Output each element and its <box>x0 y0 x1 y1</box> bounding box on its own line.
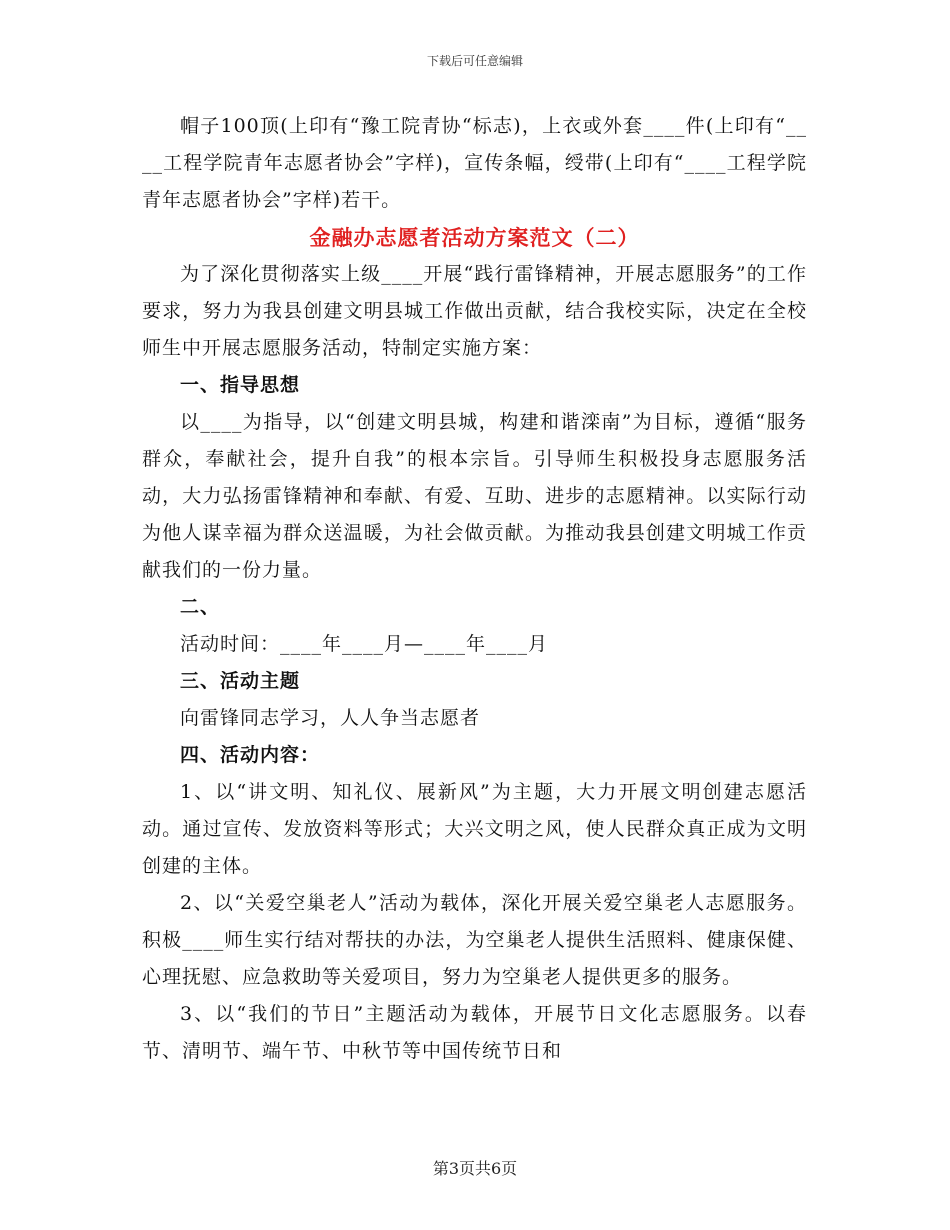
content-item-2: 2、以“关爱空巢老人”活动为载体，深化开展关爱空巢老人志愿服务。积极____师生实行结对帮扶的办法，为空巢老人提供生活照料、健康保健、心理抚慰、应急救助等关爱项目，努力为空巢老人提供更多的服务。 <box>142 892 807 988</box>
section-heading-theme: 三、活动主题 <box>180 670 301 692</box>
section-heading-two: 二、 <box>180 596 221 618</box>
section-heading-content: 四、活动内容： <box>180 744 321 766</box>
document-body <box>142 108 807 1070</box>
section-heading-guiding-ideology: 一、指导思想 <box>180 374 301 396</box>
paragraph-intro: 为了深化贯彻落实上级____开展“践行雷锋精神，开展志愿服务”的工作要求，努力为我县创建文明县城工作做出贡献，结合我校实际，决定在全校师生中开展志愿服务活动，特制定实施方案： <box>142 263 807 359</box>
paragraph-supplies: 帽子100顶(上印有“豫工院青协“标志)，上衣或外套____件(上印有“____工程学院青年志愿者协会”字样)，宣传条幅，绶带(上印有“____工程学院青年志愿者协会”字样)若干。 <box>142 115 807 211</box>
activity-theme: 向雷锋同志学习，人人争当志愿者 <box>180 707 481 729</box>
document-title: 金融办志愿者活动方案范文（二） <box>309 225 640 250</box>
page-number: 第3页共6页 <box>432 1159 518 1178</box>
content-item-3: 3、以“我们的节日”主题活动为载体，开展节日文化志愿服务。以春节、清明节、端午节、中秋节等中国传统节日和 <box>142 1003 807 1062</box>
activity-time: 活动时间：____年____月—____年____月 <box>180 633 549 655</box>
content-item-1: 1、以“讲文明、知礼仪、展新风”为主题，大力开展文明创建志愿活动。通过宣传、发放资料等形式；大兴文明之风，使人民群众真正成为文明创建的主体。 <box>142 781 807 877</box>
paragraph-guiding-ideology: 以____为指导，以“创建文明县城，构建和谐滦南”为目标，遵循“服务群众，奉献社会，提升自我”的根本宗旨。引导师生积极投身志愿服务活动，大力弘扬雷锋精神和奉献、有爱、互助、进步的志愿精神。以实际行动为他人谋幸福为群众送温暖，为社会做贡献。为推动我县创建文明城工作贡献我们的一份力量。 <box>142 411 807 581</box>
page-header-note: 下载后可任意编辑 <box>426 54 523 68</box>
